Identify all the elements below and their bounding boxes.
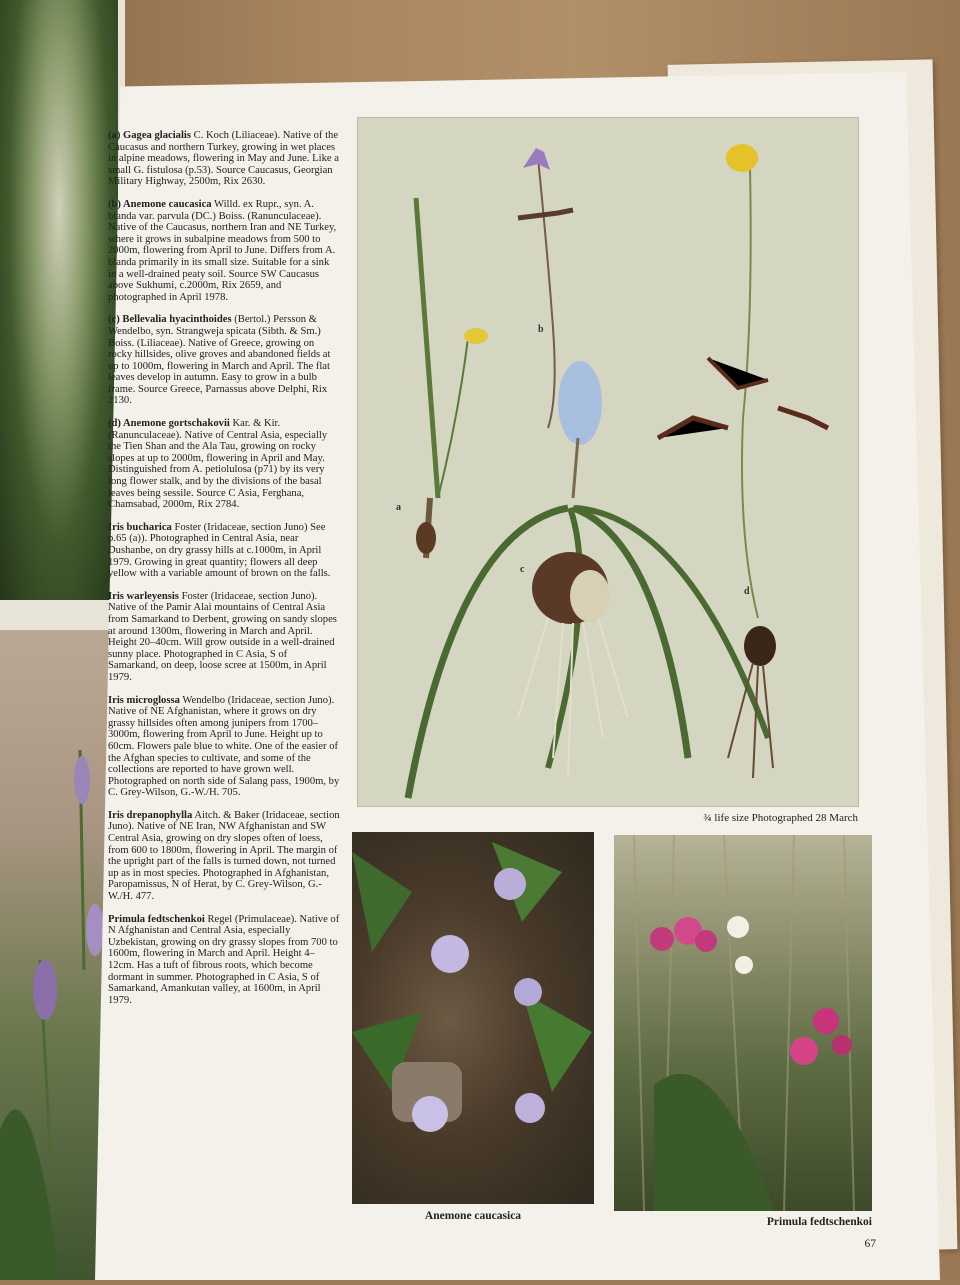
primula-fedtschenkoi-photo xyxy=(614,835,872,1211)
plate-label-a: a xyxy=(396,502,401,513)
species-text-column xyxy=(108,130,340,1017)
specimen-plate xyxy=(357,117,859,807)
entry-anemone-gortschakovii xyxy=(108,418,340,511)
entry-body: Willd. ex Rupr., syn. A. blanda var. parvula (DC.) Boiss. (Ranunculaceae). Native of the Caucasus, northern Iran and NE Turkey, where it grows in subalpine meadows from 500 to 2000m, flowering from April to June. Differs from A. blanda primarily in its small size. Suitable for a sink in a well-drained peaty soil. Source SW Caucasus above Sukhumi, c.2000m, Rix 2659, and photographed in April 1978. xyxy=(108,198,337,303)
entry-body: Foster (Iridaceae, section Juno) See p.65 (a)). Photographed in Central Asia, near Dushanbe, on dry grassy hills at c.1000m, in April 1979. Growing in great quantity; flowers all deep yellow with a variable amount of brown on the falls. xyxy=(108,521,331,580)
entry-iris-warleyensis xyxy=(108,591,340,684)
entry-heading: (d) Anemone gortschakovii xyxy=(108,418,230,430)
entry-heading: (b) Anemone caucasica xyxy=(108,198,212,210)
iris-flowers-illustration xyxy=(0,630,113,1280)
anemone-caucasica-photo xyxy=(352,832,594,1204)
entry-heading: Iris bucharica xyxy=(108,521,172,533)
entry-heading: Primula fedtschenkoi xyxy=(108,913,205,925)
entry-bellevalia-hyacinthoides xyxy=(108,314,340,407)
entry-anemone-caucasica xyxy=(108,199,340,303)
entry-body: Kar. & Kir. (Ranunculaceae). Native of Central Asia, especially the Tien Shan and the Ala Tau, growing on rocky slopes at up to 2000m, flowering in April and May. Distinguished from A. petiolulosa (p71) by its very long flower stalk, and by the divisions of the basal leaves being sessile. Source C Asia, Ferghana, Chamsabad, 2000m, Rix 2784. xyxy=(108,418,328,511)
plate-label-b: b xyxy=(538,324,544,335)
entry-heading: Iris microglossa xyxy=(108,694,180,706)
entry-iris-microglossa xyxy=(108,695,340,799)
iris-photo-left-bottom xyxy=(0,630,113,1280)
page-number: 67 xyxy=(864,1238,876,1250)
anemone-caption: Anemone caucasica xyxy=(424,1210,522,1222)
primula-flowers-illustration xyxy=(614,835,872,1211)
entry-iris-bucharica xyxy=(108,522,340,580)
entry-primula-fedtschenkoi xyxy=(108,914,340,1007)
anemone-flowers-illustration xyxy=(352,832,594,1204)
entry-heading: (a) Gagea glacialis xyxy=(108,130,191,141)
entry-gagea-glacialis xyxy=(108,130,340,188)
plate-label-c: c xyxy=(520,564,525,575)
entry-body: Aitch. & Baker (Iridaceae, section Juno). Native of NE Iran, NW Afghanistan and SW Central Asia, growing on dry slopes often of loess, from 600 to 1800m, flowering in April. The margin of the upright part of the falls is turned down, not turned up as in most species. Photographed in Afghanistan, Paropamissus, N of Herat, by C. Grey-Wilson, G.-W./H. 477. xyxy=(108,809,340,903)
entry-heading: Iris drepanophylla xyxy=(108,809,193,821)
entry-heading: (c) Bellevalia hyacinthoides xyxy=(108,314,232,326)
plate-label-d: d xyxy=(744,586,750,597)
entry-body: Regel (Primulaceae). Native of N Afghanistan and Central Asia, especially Uzbekistan, growing on dry grassy slopes from 700 to 1600m, flowering in March and April. Height 4–12cm. Has a tuft of fibrous roots, which become dormant in summer. Photographed in C Asia, S of Samarkand, Amankutan valley, at 1600m, in April 1979. xyxy=(108,913,340,1006)
iris-photo-left-top xyxy=(0,0,118,600)
entry-body: Wendelbo (Iridaceae, section Juno). Native of NE Afghanistan, where it grows on dry grassy hillsides often among junipers from 1700–3000m, flowering from April to June. Height up to 60cm. Flowers pale blue to white. One of the easier of the Afghan species to cultivate, and some of the collections are reported to have grown well. Photographed on north side of Salang pass, 1900m, by C. Grey-Wilson, G.-W./H. 705. xyxy=(108,694,340,799)
entry-body: C. Koch (Liliaceae). Native of the Caucasus and northern Turkey, growing in wet places in alpine meadows, flowering in May and June. Like a small G. fistulosa (p.53). Source Caucasus, Georgian Military Highway, 2500m, Rix 2630. xyxy=(108,130,339,188)
entry-iris-drepanophylla xyxy=(108,810,340,903)
entry-heading: Iris warleyensis xyxy=(108,590,179,602)
entry-body: Foster (Iridaceae, section Juno). Native of the Pamir Alai mountains of Central Asia from Samarkand to Derbent, growing on sandy slopes at around 1300m, flowering in March and April. Height 20–40cm. Will grow outside in a well-drained sunny place. Photographed in C Asia, S of Samarkand, on deep, loose scree at 1500m, in April 1979. xyxy=(108,590,337,683)
entry-body: (Bertol.) Persson & Wendelbo, syn. Strangweja spicata (Sibth. & Sm.) Boiss. (Liliaceae). Native of Greece, growing on rocky hillsides, olive groves and abandoned fields at up to 1000m, flowering in March and April. The flat leaves develop in autumn. Easy to grow in a bulb frame. Source Greece, Parnassus above Delphi, Rix 2130. xyxy=(108,314,331,407)
plate-caption: ¾ life size Photographed 28 March xyxy=(703,812,858,824)
specimen-plants-illustration xyxy=(358,118,858,806)
primula-caption: Primula fedtschenkoi xyxy=(766,1216,872,1228)
